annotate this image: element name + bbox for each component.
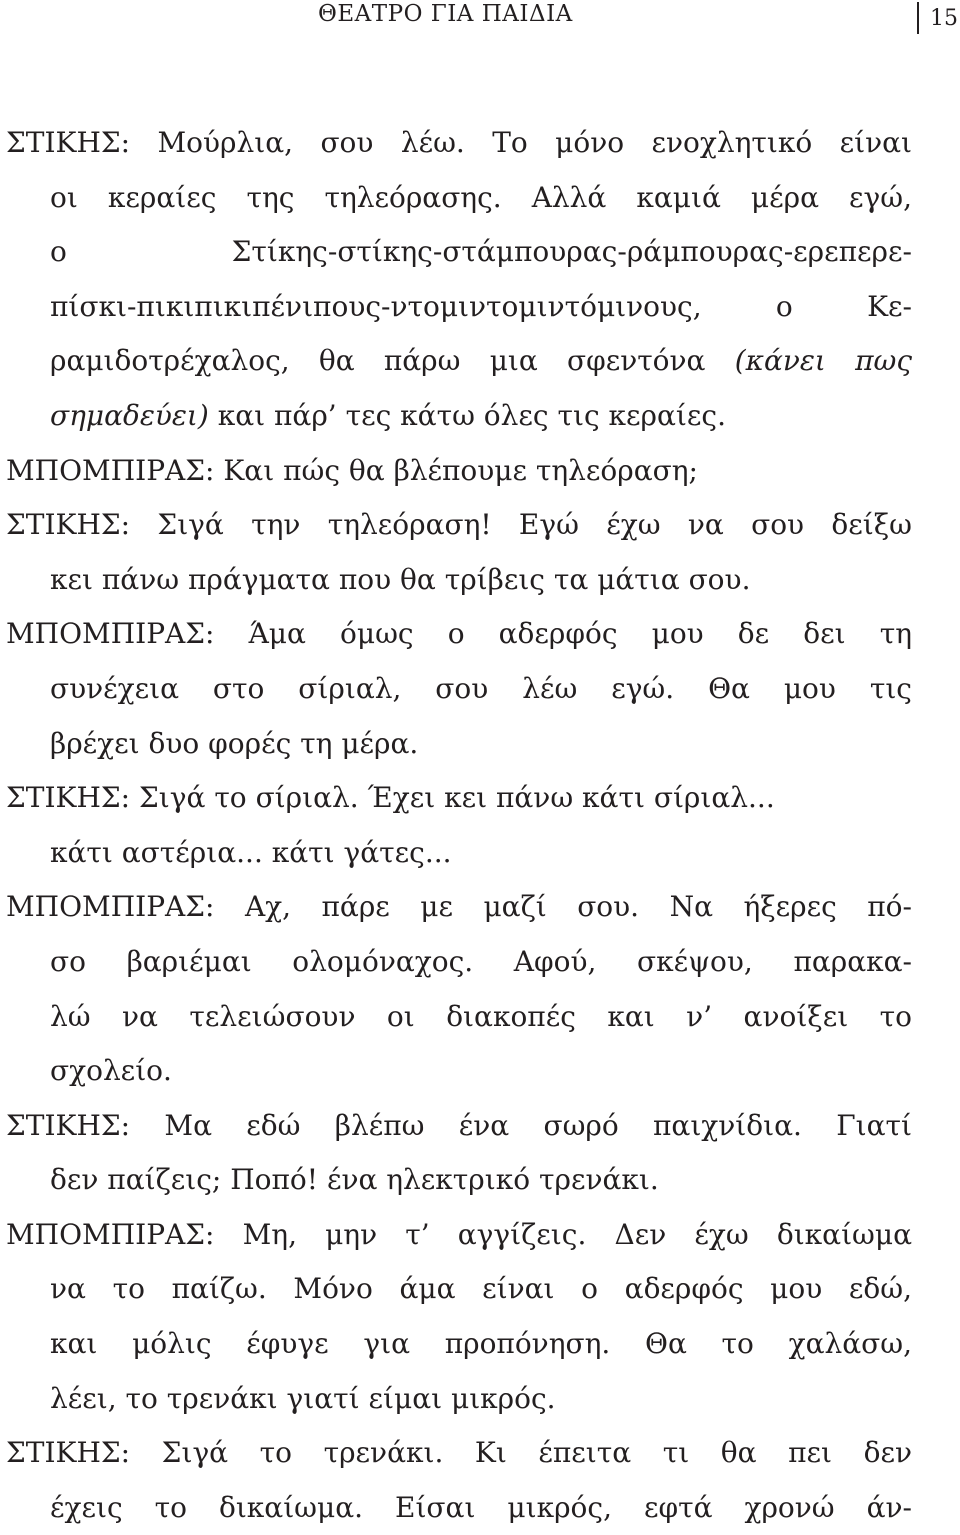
dialogue-text: ΜΠΟΜΠΙΡΑΣ: Άμα όμως ο αδερφός μου δε δει τη (6, 617, 912, 651)
dialogue-text: οι κεραίες της τηλεόρασης. Αλλά καμιά μέρα εγώ, (50, 180, 912, 214)
dialogue-text: λέει, το τρενάκι γιατί είμαι μικρός. (50, 1381, 556, 1415)
dialogue-text: και πάρ’ τες κάτω όλες τις κεραίες. (208, 398, 726, 432)
text-line (6, 1481, 912, 1535)
dialogue-text: και μόλις έφυγε για προπόνηση. Θα το χαλάσω, (50, 1327, 912, 1361)
dialogue-text: κάτι αστέρια... κάτι γάτες... (50, 835, 452, 869)
dialogue-text: ΣΤΙΚΗΣ: Μα εδώ βλέπω ένα σωρό παιχνίδια. Γιατί (6, 1108, 912, 1142)
text-line (6, 1262, 912, 1317)
text-line (6, 498, 912, 553)
dialogue-text: ΜΠΟΜΠΙΡΑΣ: Αχ, πάρε με μαζί σου. Να ήξερες πό- (6, 890, 912, 924)
text-line (6, 826, 912, 881)
dialogue-text: πίσκι-πικιπικιπένιπους-ντομιντομιντόμινους, ο Κε- (50, 289, 912, 323)
dialogue-text: συνέχεια στο σίριαλ, σου λέω εγώ. Θα μου τις (50, 671, 912, 705)
dialogue-text: δεν παίζεις; Ποπό! ένα ηλεκτρικό τρενάκι. (50, 1163, 659, 1197)
text-line (6, 171, 912, 226)
dialogue-text: ο Στίκης-στίκης-στάμπουρας-ράμπουρας-ερεπερε- (50, 235, 912, 269)
text-line (6, 771, 912, 826)
text-line (6, 280, 912, 335)
stage-direction: (κάνει πως (705, 344, 912, 378)
text-line (6, 935, 912, 990)
dialogue-text: ΣΤΙΚΗΣ: Σιγά το σίριαλ. Έχει κει πάνω κάτι σίριαλ... (6, 781, 775, 815)
text-line (6, 1044, 912, 1099)
play-text (6, 116, 912, 1535)
text-line (6, 1426, 912, 1481)
text-line (6, 225, 912, 280)
dialogue-text: ΜΠΟΜΠΙΡΑΣ: Και πώς θα βλέπουμε τηλεόραση; (6, 453, 698, 487)
text-line (6, 1372, 912, 1427)
text-line (6, 334, 912, 389)
text-line (6, 1153, 912, 1208)
dialogue-text: ΜΠΟΜΠΙΡΑΣ: Μη, μην τ’ αγγίζεις. Δεν έχω δικαίωμα (6, 1217, 912, 1251)
dialogue-text: βρέχει δυο φορές τη μέρα. (50, 726, 419, 760)
text-line (6, 1317, 912, 1372)
dialogue-text: σχολείο. (50, 1054, 172, 1088)
text-line (6, 389, 912, 444)
page-number: 15 (930, 6, 958, 31)
dialogue-text: να το παίζω. Μόνο άμα είναι ο αδερφός μου εδώ, (50, 1272, 912, 1306)
text-line (6, 444, 912, 499)
dialogue-text: ΣΤΙΚΗΣ: Σιγά την τηλεόραση! Εγώ έχω να σου δείξω (6, 508, 912, 542)
page-header (0, 0, 960, 40)
text-line (6, 880, 912, 935)
running-title: ΘΕΑΤΡΟ ΓΙΑ ΠΑΙΔΙΑ (318, 1, 573, 27)
text-line (6, 116, 912, 171)
dialogue-text: κει πάνω πράγματα που θα τρίβεις τα μάτια σου. (50, 562, 751, 596)
text-line (6, 607, 912, 662)
text-line (6, 662, 912, 717)
dialogue-text: ΣΤΙΚΗΣ: Μούρλια, σου λέω. Το μόνο ενοχλητικό είναι (6, 126, 912, 159)
stage-direction: σημαδεύει) (50, 398, 209, 432)
text-line (6, 990, 912, 1045)
text-line (6, 1099, 912, 1154)
dialogue-text: λώ να τελειώσουν οι διακοπές και ν’ ανοίξει το (50, 999, 912, 1033)
dialogue-text: ραμιδοτρέχαλος, θα πάρω μια σφεντόνα (50, 344, 706, 378)
text-line (6, 1208, 912, 1263)
text-line (6, 553, 912, 608)
text-line (6, 717, 912, 772)
dialogue-text: ΣΤΙΚΗΣ: Σιγά το τρενάκι. Κι έπειτα τι θα πει δεν (6, 1436, 912, 1470)
dialogue-text: σο βαριέμαι ολομόναχος. Αφού, σκέψου, παρακα- (50, 944, 912, 978)
dialogue-text: έχεις το δικαίωμα. Είσαι μικρός, εφτά χρονώ άν- (50, 1490, 912, 1524)
header-divider (917, 2, 919, 34)
